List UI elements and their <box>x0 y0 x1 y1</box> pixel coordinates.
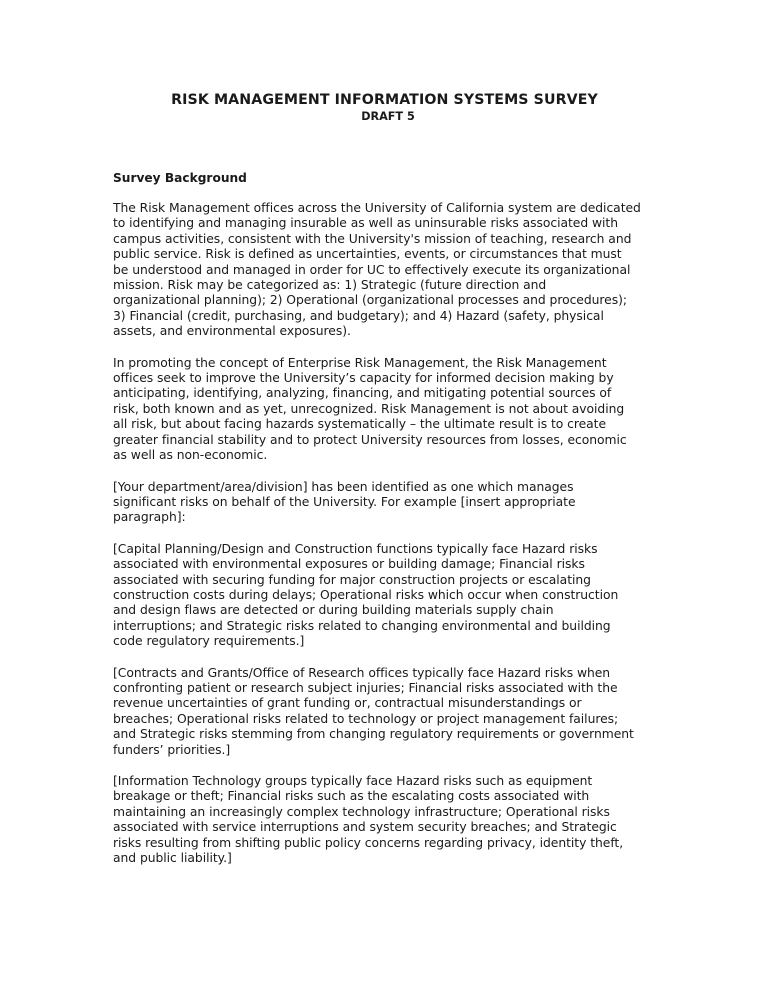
text-line: maintaining an increasingly complex technology infrastructure; Operational risks <box>113 804 610 819</box>
text-line: construction costs during delays; Operational risks which occur when construction <box>113 587 619 602</box>
text-line: public service. Risk is defined as uncertainties, events, or circumstances that must <box>113 247 622 262</box>
text-line: be understood and managed in order for UC to effectively execute its organizational <box>113 262 631 277</box>
paragraph-contracts-grants <box>113 666 663 758</box>
text-line: associated with securing funding for major construction projects or escalating <box>113 572 591 587</box>
text-line: significant risks on behalf of the University. For example [insert appropriate <box>113 494 576 509</box>
text-line: In promoting the concept of Enterprise Risk Management, the Risk Management <box>113 355 607 370</box>
text-line: confronting patient or research subject injuries; Financial risks associated with the <box>113 680 618 695</box>
document-title: RISK MANAGEMENT INFORMATION SYSTEMS SURVEY <box>171 92 598 108</box>
text-line: and design flaws are detected or during building materials supply chain <box>113 603 554 618</box>
paragraph-information-technology <box>113 774 663 866</box>
text-line: risks resulting from shifting public policy concerns regarding privacy, identity theft, <box>113 835 624 850</box>
text-line: The Risk Management offices across the University of California system are dedicated <box>113 201 641 215</box>
text-line: [Information Technology groups typically face Hazard risks such as equipment <box>113 774 593 788</box>
text-line: [Contracts and Grants/Office of Research offices typically face Hazard risks when <box>113 665 611 680</box>
text-line: and public liability.] <box>113 851 232 866</box>
text-line: organizational planning); 2) Operational (organizational processes and procedures); <box>113 293 627 308</box>
text-line: mission. Risk may be categorized as: 1) Strategic (future direction and <box>113 278 547 293</box>
section-heading: Survey Background <box>113 171 247 185</box>
text-line: as well as non-economic. <box>113 448 268 463</box>
text-line: offices seek to improve the University’s capacity for informed decision making by <box>113 371 614 386</box>
text-line: assets, and environmental exposures). <box>113 324 351 339</box>
text-line: breakage or theft; Financial risks such as the escalating costs associated with <box>113 789 590 804</box>
text-line: breaches; Operational risks related to technology or project management failures; <box>113 711 619 726</box>
paragraph-erm <box>113 356 663 464</box>
text-line: code regulatory requirements.] <box>113 634 305 649</box>
text-line: risk, both known and as yet, unrecognized. Risk Management is not about avoiding <box>113 401 625 416</box>
text-line: anticipating, identifying, analyzing, financing, and mitigating potential sources of <box>113 386 612 401</box>
text-line: [Capital Planning/Design and Construction functions typically face Hazard risks <box>113 541 598 556</box>
text-line: all risk, but about facing hazards systematically – the ultimate result is to create <box>113 417 606 432</box>
text-line: [Your department/area/division] has been identified as one which manages <box>113 479 574 494</box>
text-line: and Strategic risks stemming from changing regulatory requirements or government <box>113 727 634 742</box>
text-line: paragraph]: <box>113 510 186 525</box>
text-line: funders’ priorities.] <box>113 742 231 757</box>
text-line: revenue uncertainties of grant funding or, contractual misunderstandings or <box>113 696 582 711</box>
paragraph-capital-planning <box>113 542 663 650</box>
paragraph-department <box>113 480 663 526</box>
text-line: associated with environmental exposures or building damage; Financial risks <box>113 557 585 572</box>
text-line: interruptions; and Strategic risks related to changing environmental and building <box>113 618 611 633</box>
text-line: greater financial stability and to protect University resources from losses, economic <box>113 432 627 447</box>
document-page <box>113 92 663 866</box>
text-line: campus activities, consistent with the University's mission of teaching, research and <box>113 231 632 246</box>
paragraph-background <box>113 201 663 340</box>
text-line: to identifying and managing insurable as well as uninsurable risks associated with <box>113 216 618 231</box>
document-subtitle: DRAFT 5 <box>361 110 415 123</box>
text-line: associated with service interruptions and system security breaches; and Strategic <box>113 820 617 835</box>
text-line: 3) Financial (credit, purchasing, and budgetary); and 4) Hazard (safety, physical <box>113 308 604 323</box>
